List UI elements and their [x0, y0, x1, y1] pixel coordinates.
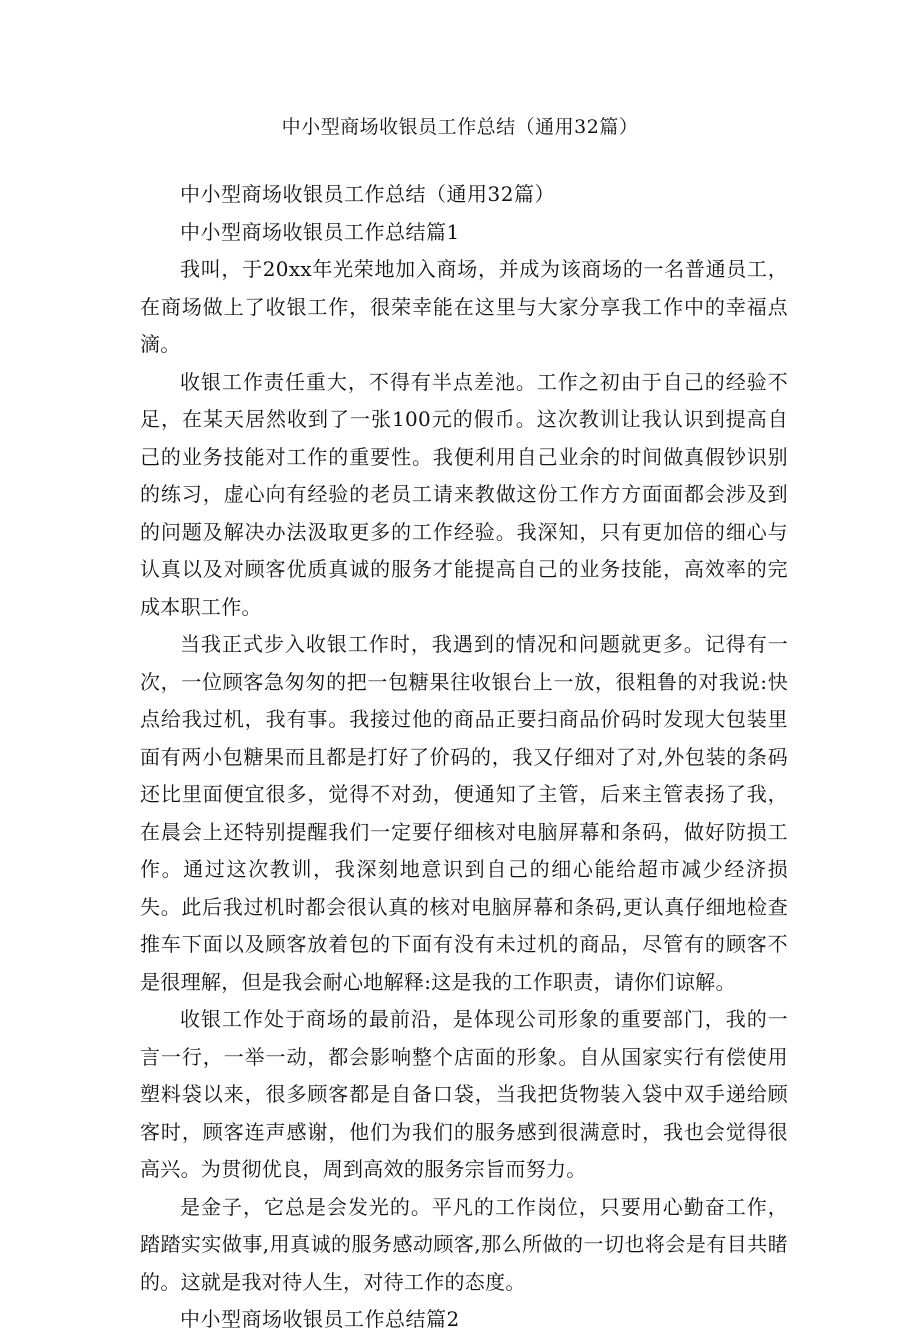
- paragraph-service: 收银工作处于商场的最前沿，是体现公司形象的重要部门，我的一言一行，一举一动，都会影响整个店面的形象。自从国家实行有偿使用塑料袋以来，很多顾客都是自备口袋，当我把货物装入袋中双手递给顾客时，顾客连声感谢，他们为我们的服务感到很满意时，我也会觉得很高兴。为贯彻优良，周到高效的服务宗旨而努力。: [140, 1007, 788, 1181]
- paragraph-responsibility: 收银工作责任重大，不得有半点差池。工作之初由于自己的经验不足，在某天居然收到了一张100元的假币。这次教训让我认识到提高自己的业务技能对工作的重要性。我便利用自己业余的时间做真假钞识别的练习，虚心向有经验的老员工请来教做这份工作方方面面都会涉及到的问题及解决办法汲取更多的工作经验。我深知，只有更加倍的细心与认真以及对顾客优质真诚的服务才能提高自己的业务技能，高效率的完成本职工作。: [140, 369, 788, 619]
- paragraph-intro: 我叫，于20xx年光荣地加入商场，并成为该商场的一名普通员工，在商场做上了收银工作，很荣幸能在这里与大家分享我工作中的幸福点滴。: [140, 257, 788, 356]
- section-heading-2: 中小型商场收银员工作总结篇2: [180, 1307, 460, 1331]
- section-heading-1: 中小型商场收银员工作总结篇1: [180, 219, 460, 244]
- document-subtitle: 中小型商场收银员工作总结（通用32篇）: [180, 182, 555, 206]
- document-body: [140, 176, 788, 1339]
- document-title: 中小型商场收银员工作总结（通用32篇）: [281, 116, 639, 138]
- paragraph-conclusion: 是金子，它总是会发光的。平凡的工作岗位，只要用心勤奋工作，踏踏实实做事,用真诚的服务感动顾客,那么所做的一切也将会是有目共睹的。这就是我对待人生，对待工作的态度。: [140, 1194, 788, 1294]
- paragraph-incident: 当我正式步入收银工作时，我遇到的情况和问题就更多。记得有一次，一位顾客急匆匆的把一包糖果往收银台上一放，很粗鲁的对我说:快点给我过机，我有事。我接过他的商品正要扫商品价码时发现大包装里面有两小包糖果而且都是打好了价码的，我又仔细对了对,外包装的条码还比里面便宜很多，觉得不对劲，便通知了主管，后来主管表扬了我，在晨会上还特别提醒我们一定要仔细核对电脑屏幕和条码，做好防损工作。通过这次教训，我深刻地意识到自己的细心能给超市减少经济损失。此后我过机时都会很认真的核对电脑屏幕和条码,更认真仔细地检查推车下面以及顾客放着包的下面有没有未过机的商品，尽管有的顾客不是很理解，但是我会耐心地解释:这是我的工作职责，请你们谅解。: [140, 632, 788, 994]
